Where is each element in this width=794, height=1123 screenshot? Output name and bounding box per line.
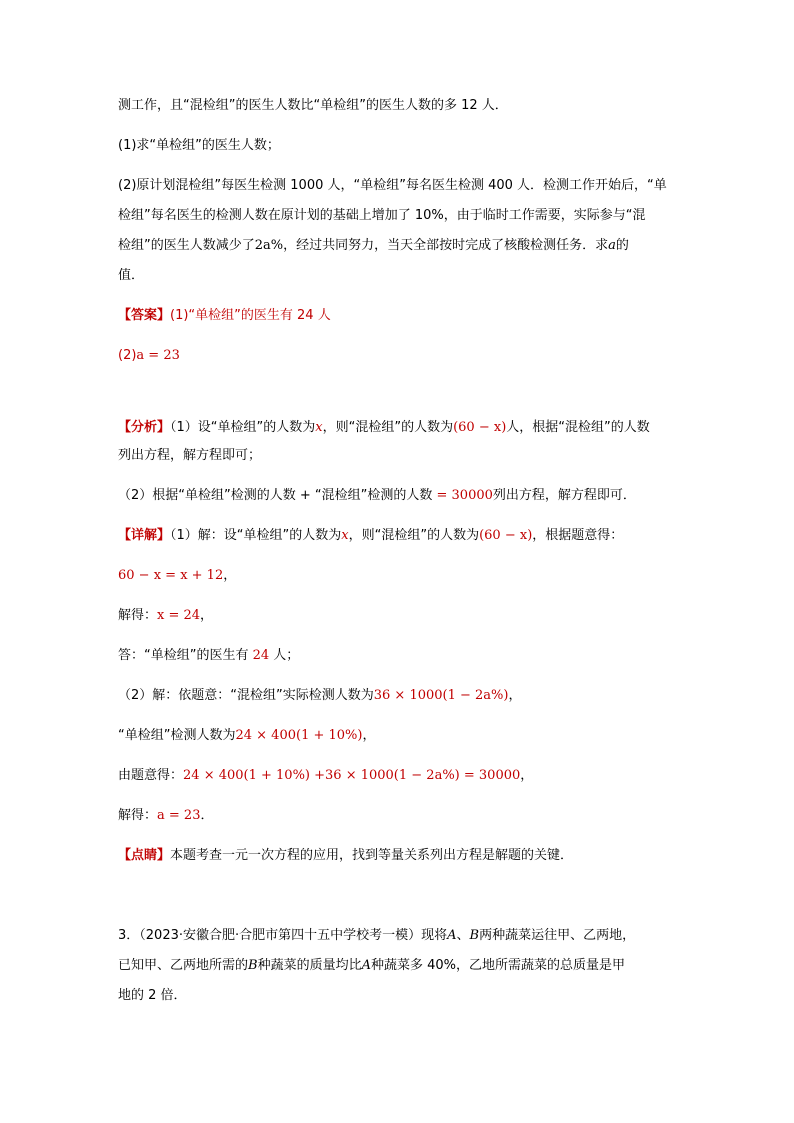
text-span: （2）根据“单检组”检测的人数 + “混检组”检测的人数 xyxy=(118,488,433,503)
text-span: 种蔬菜多 40%，乙地所需蔬菜的总质量是甲 xyxy=(370,958,626,973)
solution-2 xyxy=(118,806,678,826)
text-span: 解得： xyxy=(118,608,158,623)
text-span: （2）解：依题意：“混检组”实际检测人数为 xyxy=(118,688,374,703)
math-B: B xyxy=(469,928,480,943)
math-x: x xyxy=(315,420,323,435)
math-A: A xyxy=(361,958,371,973)
text-span: ，则“混检组”的人数为 xyxy=(322,420,454,435)
text-span: 由题意得： xyxy=(118,768,184,783)
solution-1 xyxy=(118,606,678,626)
math-equals-30000: = 30000 xyxy=(432,488,493,503)
math-single-group-count: 24 × 400(1 + 10%) xyxy=(235,728,363,743)
math-B: B xyxy=(248,958,258,973)
text-span: （1）设“单检组”的人数为 xyxy=(170,420,316,435)
math-mixed-group-count: 36 × 1000(1 − 2a%) xyxy=(373,688,509,703)
text-span: 种蔬菜的质量均比 xyxy=(257,958,362,973)
analysis-line-2: 列出方程，解方程即可； xyxy=(118,448,262,463)
problem-part-2-line-2: 检组”每名医生的检测人数在原计划的基础上增加了 10%，由于临时工作需要，实际参与“混 xyxy=(118,208,646,223)
equation-1 xyxy=(118,566,678,586)
text-span: 解得： xyxy=(118,808,158,823)
analysis-tag: 【分析】 xyxy=(118,420,171,435)
text-span: 的 xyxy=(615,238,629,253)
answer-tag: 【答案】 xyxy=(118,308,171,323)
math-equation-1: 60 − x = x + 12 xyxy=(118,568,224,583)
math-A: A xyxy=(447,928,457,943)
text-span: 人； xyxy=(273,648,300,663)
detail-line-1 xyxy=(118,526,678,546)
math-x-equals-24: x = 24 xyxy=(157,608,201,623)
problem-part-2-line-4: 值． xyxy=(118,268,145,283)
detail-part-2-line-3 xyxy=(118,766,678,786)
problem-part-2-line-3 xyxy=(118,236,678,256)
text-span: 答：“单检组”的医生有 xyxy=(118,648,249,663)
comment-line xyxy=(118,846,678,866)
math-24: 24 xyxy=(248,648,274,663)
text-span: “单检组”检测人数为 xyxy=(118,728,236,743)
detail-tag: 【详解】 xyxy=(118,528,171,543)
text-span: ， xyxy=(362,728,376,743)
problem-part-1: (1)求“单检组”的医生人数； xyxy=(118,138,280,153)
question-3-line-3: 地的 2 倍． xyxy=(118,988,187,1003)
text-span: ， xyxy=(223,568,237,583)
math-2a-percent: 2a% xyxy=(254,238,284,253)
text-span: （1）解：设“单检组”的人数为 xyxy=(170,528,342,543)
math-a: a xyxy=(608,238,616,253)
detail-part-2-line-1 xyxy=(118,686,678,706)
text-span: ，经过共同努力，当天全部按时完成了核酸检测任务．求 xyxy=(283,238,609,253)
math-equation-2: 24 × 400(1 + 10%) +36 × 1000(1 − 2a%) = 30000 xyxy=(183,768,521,783)
text-span: 已知甲、乙两地所需的 xyxy=(118,958,249,973)
analysis-line-3 xyxy=(118,486,678,506)
text-span: ，则“混检组”的人数为 xyxy=(348,528,480,543)
text-span: ，根据题意得： xyxy=(532,528,624,543)
math-a-equals-23: a = 23 xyxy=(157,808,201,823)
math-60-minus-x: (60 − x) xyxy=(453,420,507,435)
text-span: ． xyxy=(200,808,214,823)
question-3-line-1 xyxy=(118,926,678,946)
text-span: 3．（2023·安徽合肥·合肥市第四十五中学校考一模）现将 xyxy=(118,928,448,943)
text-span: 人，根据“混检组”的人数 xyxy=(506,420,650,435)
answer-2-math: a = 23 xyxy=(136,348,180,363)
answer-line-1 xyxy=(118,306,678,326)
text-span: 两种蔬菜运往甲、乙两地， xyxy=(479,928,636,943)
text-span: ， xyxy=(520,768,534,783)
analysis-line-1 xyxy=(118,418,678,438)
text-span: ， xyxy=(200,608,214,623)
text-span: ， xyxy=(508,688,522,703)
answer-statement-1 xyxy=(118,646,678,666)
answer-1: (1)“单检组”的医生有 24 人 xyxy=(170,308,331,323)
answer-2-label: (2) xyxy=(118,348,137,363)
text-span: 列出方程，解方程即可． xyxy=(492,488,636,503)
text-span: 检组”的医生人数减少了 xyxy=(118,238,255,253)
question-3-line-2 xyxy=(118,956,678,976)
text-span: 、 xyxy=(456,928,470,943)
comment-text: 本题考查一元一次方程的应用，找到等量关系列出方程是解题的关键． xyxy=(170,848,574,863)
math-60-minus-x: (60 − x) xyxy=(479,528,533,543)
detail-part-2-line-2 xyxy=(118,726,678,746)
comment-tag: 【点睛】 xyxy=(118,848,171,863)
math-x: x xyxy=(341,528,349,543)
problem-text-line-1: 测工作，且“混检组”的医生人数比“单检组”的医生人数的多 12 人． xyxy=(118,98,508,113)
problem-part-2-line-1: (2)原计划混检组”每医生检测 1000 人，“单检组”每名医生检测 400 人．检测工作开始后，“单 xyxy=(118,178,667,193)
answer-line-2 xyxy=(118,346,678,366)
